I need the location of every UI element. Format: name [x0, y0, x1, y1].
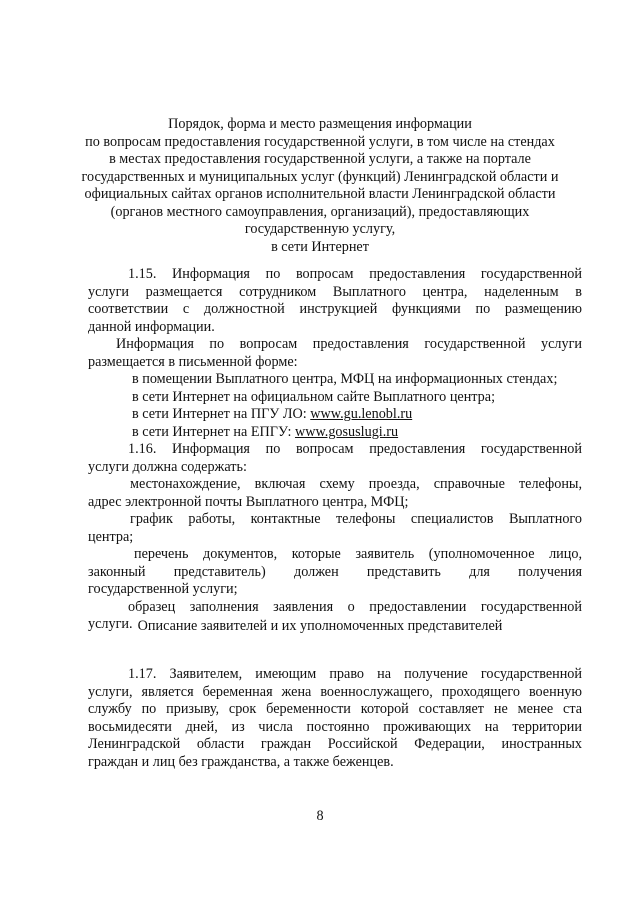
list-item-continuation: адрес электронной почты Выплатного центра, МФЦ;	[88, 493, 409, 510]
paragraph-line: 1.17. Заявителем, имеющим право на получение государственной	[128, 666, 582, 682]
title-line: государственных и муниципальных услуг (функций) Ленинградской области и	[81, 168, 559, 185]
page-number: 8	[316, 808, 324, 824]
content-list	[88, 476, 582, 634]
list-item: в сети Интернет на официальном сайте Выплатного центра;	[132, 388, 496, 405]
paragraph-line: 1.16. Информация по вопросам предоставления государственной	[128, 441, 582, 457]
list-item	[88, 406, 582, 424]
list-item-continuation: государственной услуги;	[88, 581, 238, 597]
list-item: образец заполнения заявления о предоставлении государственной	[128, 598, 582, 615]
paragraph-line: службу по призыву, срок беременности которой составляет не менее ста	[88, 701, 582, 717]
paragraph-line: граждан и лиц без гражданства, а также беженцев.	[88, 753, 394, 770]
body-section-1	[88, 266, 582, 634]
list-item-continuation: услуги.	[88, 616, 133, 632]
title-line: в сети Интернет	[271, 238, 369, 255]
paragraph-1-16	[88, 441, 582, 476]
title-line: по вопросам предоставления государственной услуги, в том числе на стендах	[85, 133, 555, 150]
paragraph-line: 1.15. Информация по вопросам предоставления государственной	[128, 266, 582, 282]
paragraph-line: услуги размещается сотрудником Выплатного центра, наделенным в	[88, 283, 582, 300]
document-title	[60, 116, 580, 256]
list-item-text: в сети Интернет на ЕПГУ:	[132, 423, 295, 440]
pgu-lo-link[interactable]: www.gu.lenobl.ru	[310, 406, 413, 422]
paragraph-1-15	[88, 266, 582, 336]
list-item-continuation: законный представитель) должен представить для получения	[88, 563, 582, 580]
list-item: местонахождение, включая схему проезда, справочные телефоны,	[130, 476, 582, 492]
title-line: в местах предоставления государственной услуги, а также на портале	[109, 151, 531, 167]
list-item	[88, 424, 582, 442]
body-section-2	[88, 666, 582, 771]
paragraph-line: размещается в письменной форме:	[88, 353, 298, 370]
paragraph-line: Информация по вопросам предоставления государственной услуги	[116, 336, 582, 352]
title-line: официальных сайтах органов исполнительной власти Ленинградской области	[84, 186, 556, 202]
placement-list	[88, 371, 582, 441]
list-item-text: в сети Интернет на ПГУ ЛО:	[132, 406, 311, 422]
paragraph-line: услуги должна содержать:	[88, 458, 247, 475]
list-item-continuation: центра;	[88, 528, 134, 545]
paragraph-line: восьмидесяти дней, из числа постоянно проживающих на территории	[88, 718, 582, 735]
paragraph-line: Ленинградской области граждан Российской Федерации, иностранных	[88, 736, 582, 752]
paragraph-line: услуги, является беременная жена военнослужащего, проходящего военную	[88, 683, 582, 700]
title-line: государственную услугу,	[244, 221, 396, 237]
list-item: график работы, контактные телефоны специалистов Выплатного	[130, 511, 582, 527]
paragraph-1-17	[88, 666, 582, 771]
section-heading: Описание заявителей и их уполномоченных представителей	[137, 618, 503, 634]
paragraph-line: данной информации.	[88, 318, 215, 335]
title-line: Порядок, форма и место размещения информации	[168, 116, 472, 132]
epgu-link[interactable]: www.gosuslugi.ru	[294, 423, 399, 440]
paragraph-info-form	[88, 336, 582, 371]
list-item: в помещении Выплатного центра, МФЦ на информационных стендах;	[132, 371, 558, 387]
list-item: перечень документов, которые заявитель (уполномоченное лицо,	[134, 546, 582, 562]
title-line: (органов местного самоуправления, организаций), предоставляющих	[110, 203, 530, 220]
paragraph-line: соответствии с должностной инструкцией функциями по размещению	[88, 301, 582, 317]
